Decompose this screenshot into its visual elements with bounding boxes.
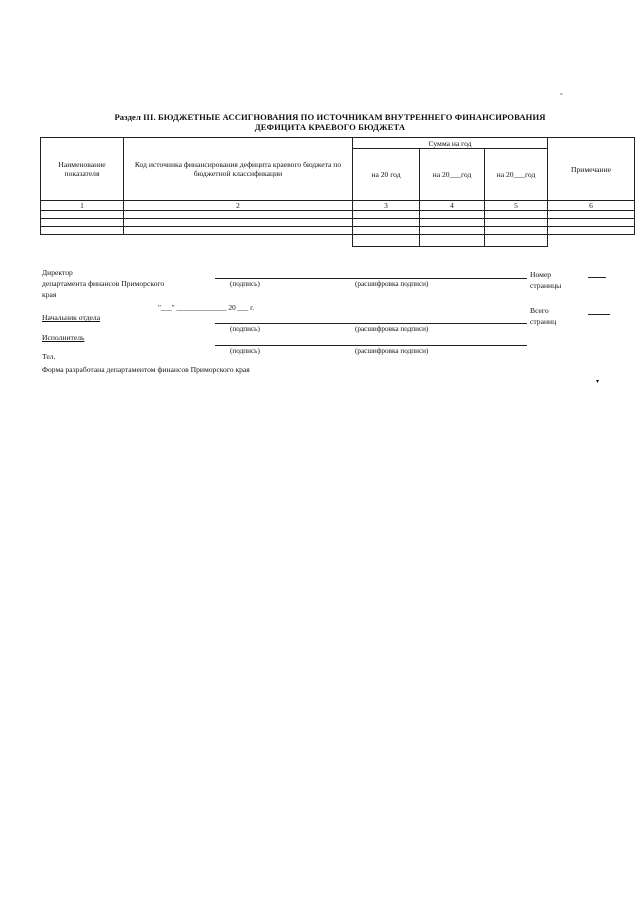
date-line: "___" ______________ 20 ___ г. xyxy=(158,304,255,312)
tel-label: Тел. xyxy=(42,352,56,361)
executor-sign-caption: (подпись) xyxy=(230,347,260,355)
director-signature-line xyxy=(215,278,527,279)
executor-label: Исполнитель xyxy=(42,333,85,342)
header-year-1: на 20 год xyxy=(353,149,420,201)
col-number-3: 3 xyxy=(353,201,420,211)
header-note: Примечание xyxy=(548,138,635,201)
head-decode-caption: (расшифровка подписи) xyxy=(355,325,429,333)
corner-mark-bottom: ▾ xyxy=(596,379,600,385)
col-number-1: 1 xyxy=(41,201,124,211)
table-row xyxy=(41,211,635,219)
corner-mark-top: ˇ xyxy=(560,92,563,101)
head-sign-caption: (подпись) xyxy=(230,325,260,333)
director-dept-label: департамента финансов Приморского xyxy=(42,279,165,288)
director-label: Директор xyxy=(42,268,73,277)
header-indicator-name: Наименование показателя xyxy=(41,138,124,201)
col-number-2: 2 xyxy=(124,201,353,211)
header-source-code: Код источника финансирования дефицита краевого бюджета по бюджетной классификации xyxy=(124,138,353,201)
director-sign-caption: (подпись) xyxy=(230,280,260,288)
section-title xyxy=(40,112,620,132)
page-number-label-2: страницы xyxy=(530,281,562,290)
header-year-2: на 20___год xyxy=(420,149,485,201)
total-pages-line xyxy=(588,314,610,315)
total-pages-label-2: страниц xyxy=(530,317,557,326)
executor-decode-caption: (расшифровка подписи) xyxy=(355,347,429,355)
page-number-line xyxy=(588,277,606,278)
table-total-row xyxy=(41,235,635,247)
section-title-line2: ДЕФИЦИТА КРАЕВОГО БЮДЖЕТА xyxy=(254,122,406,132)
director-decode-caption: (расшифровка подписи) xyxy=(355,280,429,288)
head-of-dept-label: Начальник отдела xyxy=(42,313,101,322)
budget-table xyxy=(40,137,635,247)
footer-note: Форма разработана департаментом финансов Приморского края xyxy=(42,365,250,374)
table-row xyxy=(41,227,635,235)
table-row xyxy=(41,219,635,227)
director-region-label: края xyxy=(42,290,57,299)
header-sum-for-year: Сумма на год xyxy=(353,138,548,149)
header-year-3: на 20___год xyxy=(485,149,548,201)
executor-signature-line xyxy=(215,345,527,346)
col-number-4: 4 xyxy=(420,201,485,211)
col-number-6: 6 xyxy=(548,201,635,211)
head-signature-line xyxy=(215,323,527,324)
section-title-line1: Раздел III. БЮДЖЕТНЫЕ АССИГНОВАНИЯ ПО ИСТОЧНИКАМ ВНУТРЕННЕГО ФИНАНСИРОВАНИЯ xyxy=(114,112,546,122)
page-number-label: Номер xyxy=(530,270,552,279)
total-pages-label: Всего xyxy=(530,306,549,315)
col-number-5: 5 xyxy=(485,201,548,211)
